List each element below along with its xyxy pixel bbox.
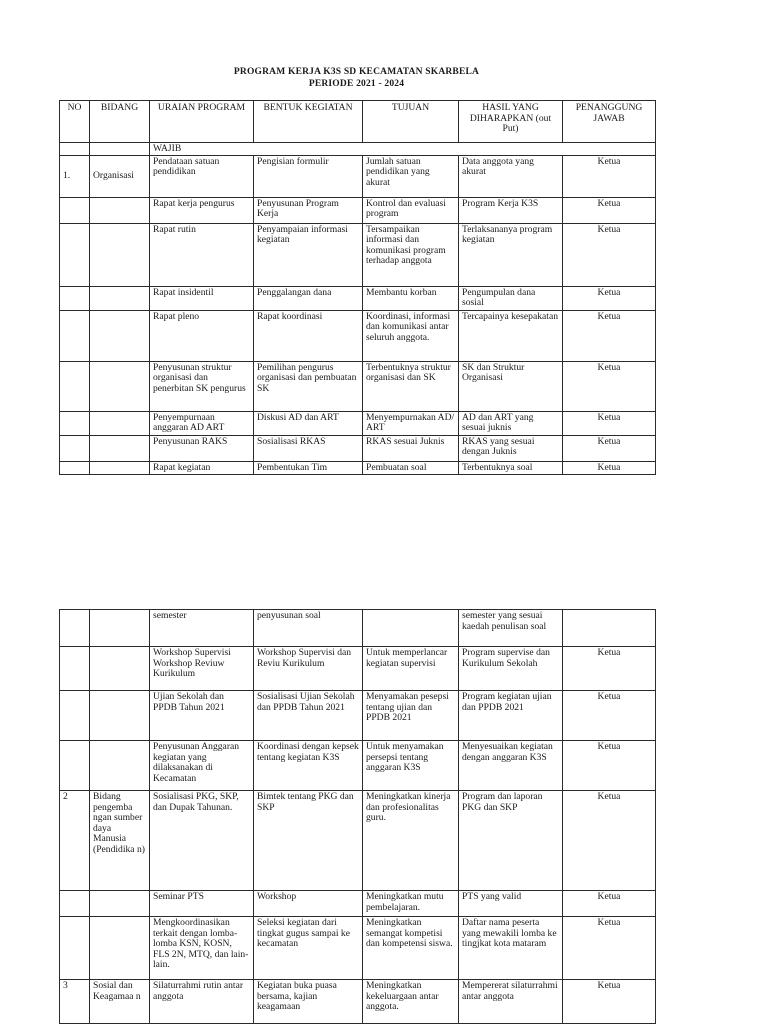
penanggung-jawab-cell: Ketua — [563, 917, 656, 980]
section-row — [60, 143, 656, 156]
bidang-cell — [90, 361, 150, 411]
bidang-cell — [90, 691, 150, 741]
bidang-cell: Bidang pengemba ngan sumber daya Manusia (Pendidika n) — [90, 791, 150, 891]
bentuk-cell: Rapat koordinasi — [254, 310, 363, 361]
bentuk-cell: Diskusi AD dan ART — [254, 411, 363, 435]
penanggung-jawab-cell: Ketua — [563, 197, 656, 223]
bentuk-cell: Seleksi kegiatan dari tingkat gugus sampai ke kecamatan — [254, 917, 363, 980]
hasil-cell: Terlaksananya program kegiatan — [459, 223, 563, 286]
header-uraian: URAIAN PROGRAM — [150, 101, 254, 143]
uraian-cell: Sosialisasi PKG, SKP, dan Dupak Tahunan. — [150, 791, 254, 891]
penanggung-jawab-cell: Ketua — [563, 461, 656, 474]
bidang-cell — [90, 223, 150, 286]
no-cell: 1. — [60, 155, 90, 197]
uraian-cell: Rapat rutin — [150, 223, 254, 286]
table-row — [60, 917, 656, 980]
bentuk-cell: Kegiatan buka puasa bersama, kajian keagamaan — [254, 980, 363, 1024]
tujuan-cell: Meningkatkan semangat kompetisi dan kompetensi siswa. — [363, 917, 459, 980]
bentuk-cell: Bimtek tentang PKG dan SKP — [254, 791, 363, 891]
tujuan-cell: Jumlah satuan pendidikan yang akurat — [363, 155, 459, 197]
uraian-cell: Ujian Sekolah dan PPDB Tahun 2021 — [150, 691, 254, 741]
bidang-cell — [90, 610, 150, 647]
hasil-cell: Terbentuknya soal — [459, 461, 563, 474]
hasil-cell: Mempererat silaturrahmi antar anggota — [459, 980, 563, 1024]
tujuan-cell: Meningkatkan kinerja dan profesionalitas guru. — [363, 791, 459, 891]
bidang-cell: Organisasi — [90, 155, 150, 197]
bentuk-cell: Pengisian formulir — [254, 155, 363, 197]
hasil-cell: Tercapainya kesepakatan — [459, 310, 563, 361]
uraian-cell: Seminar PTS — [150, 891, 254, 917]
uraian-cell: semester — [150, 610, 254, 647]
table-row — [60, 610, 656, 647]
table-row — [60, 197, 656, 223]
no-cell — [60, 647, 90, 691]
penanggung-jawab-cell: Ketua — [563, 435, 656, 461]
header-penanggung-jawab: PENANGGUNG JAWAB — [563, 101, 656, 143]
hasil-cell: Program dan laporan PKG dan SKP — [459, 791, 563, 891]
bidang-cell — [90, 917, 150, 980]
table-row — [60, 980, 656, 1024]
bentuk-cell: Workshop Supervisi dan Reviu Kurikulum — [254, 647, 363, 691]
no-cell — [60, 741, 90, 791]
uraian-cell: Penyempurnaan anggaran AD ART — [150, 411, 254, 435]
table-row — [60, 411, 656, 435]
table-row — [60, 223, 656, 286]
no-cell — [60, 361, 90, 411]
penanggung-jawab-cell: Ketua — [563, 741, 656, 791]
hasil-cell: Program kegiatan ujian dan PPDB 2021 — [459, 691, 563, 741]
bidang-cell — [90, 411, 150, 435]
no-cell — [60, 891, 90, 917]
penanggung-jawab-cell: Ketua — [563, 286, 656, 310]
penanggung-jawab-cell: Ketua — [563, 310, 656, 361]
bentuk-cell: Pembentukan Tim — [254, 461, 363, 474]
table-row — [60, 286, 656, 310]
bidang-cell — [90, 647, 150, 691]
section-label: WAJIB — [150, 143, 656, 156]
no-cell — [60, 691, 90, 741]
header-no: NO — [60, 101, 90, 143]
section-no-cell — [60, 143, 90, 156]
bidang-cell — [90, 461, 150, 474]
no-cell — [60, 286, 90, 310]
table-row — [60, 691, 656, 741]
hasil-cell: Daftar nama peserta yang mewakili lomba ke tingjkat kota mataram — [459, 917, 563, 980]
header-tujuan: TUJUAN — [363, 101, 459, 143]
no-cell: 2 — [60, 791, 90, 891]
bidang-cell — [90, 435, 150, 461]
bentuk-cell: Sosialisasi RKAS — [254, 435, 363, 461]
uraian-cell: Workshop Supervisi Workshop Reviuw Kurikulum — [150, 647, 254, 691]
penanggung-jawab-cell: Ketua — [563, 411, 656, 435]
penanggung-jawab-cell: Ketua — [563, 891, 656, 917]
bidang-cell — [90, 286, 150, 310]
uraian-cell: Pendataan satuan pendidikan — [150, 155, 254, 197]
bentuk-cell: Penyusunan Program Kerja — [254, 197, 363, 223]
no-cell — [60, 435, 90, 461]
bentuk-cell: Penggalangan dana — [254, 286, 363, 310]
no-cell: 3 — [60, 980, 90, 1024]
tujuan-cell: Kontrol dan evaluasi program — [363, 197, 459, 223]
hasil-cell: Data anggota yang akurat — [459, 155, 563, 197]
tujuan-cell: Koordinasi, informasi dan komunikasi antar seluruh anggota. — [363, 310, 459, 361]
uraian-cell: Rapat kegiatan — [150, 461, 254, 474]
tujuan-cell: Menyamakan pesepsi tentang ujian dan PPDB 2021 — [363, 691, 459, 741]
penanggung-jawab-cell: Ketua — [563, 980, 656, 1024]
uraian-cell: Penyusunan RAKS — [150, 435, 254, 461]
table-row — [60, 891, 656, 917]
no-cell — [60, 411, 90, 435]
header-row — [60, 101, 656, 143]
bidang-cell — [90, 197, 150, 223]
tujuan-cell: Meningkatkan kekeluargaan antar anggota. — [363, 980, 459, 1024]
no-cell — [60, 461, 90, 474]
section-bidang-cell — [90, 143, 150, 156]
program-table-part-1 — [59, 100, 656, 475]
penanggung-jawab-cell: Ketua — [563, 791, 656, 891]
bentuk-cell: Koordinasi dengan kepsek tentang kegiatan K3S — [254, 741, 363, 791]
hasil-cell: Menyesuaikan kegiatan dengan anggaran K3S — [459, 741, 563, 791]
uraian-cell: Rapat kerja pengurus — [150, 197, 254, 223]
table-row — [60, 310, 656, 361]
no-cell — [60, 310, 90, 361]
hasil-cell: PTS yang valid — [459, 891, 563, 917]
table-row — [60, 155, 656, 197]
uraian-cell: Silaturrahmi rutin antar anggota — [150, 980, 254, 1024]
penanggung-jawab-cell: Ketua — [563, 647, 656, 691]
no-cell — [60, 610, 90, 647]
tujuan-cell: Meningkatkan mutu pembelajaran. — [363, 891, 459, 917]
uraian-cell: Penyusunan struktur organisasi dan penerbitan SK pengurus — [150, 361, 254, 411]
bentuk-cell: Pemilihan pengurus organisasi dan pembuatan SK — [254, 361, 363, 411]
table-row — [60, 741, 656, 791]
hasil-cell: Program Kerja K3S — [459, 197, 563, 223]
bidang-cell — [90, 891, 150, 917]
hasil-cell: AD dan ART yang sesuai juknis — [459, 411, 563, 435]
hasil-cell: Program supervise dan Kurikulum Sekolah — [459, 647, 563, 691]
uraian-cell: Rapat insidentil — [150, 286, 254, 310]
no-cell — [60, 223, 90, 286]
tujuan-cell: Menyempurnakan AD/ ART — [363, 411, 459, 435]
hasil-cell: semester yang sesuai kaedah penulisan soal — [459, 610, 563, 647]
hasil-cell: Pengumpulan dana sosial — [459, 286, 563, 310]
bidang-cell — [90, 741, 150, 791]
header-bentuk: BENTUK KEGIATAN — [254, 101, 363, 143]
bentuk-cell: Workshop — [254, 891, 363, 917]
uraian-cell: Rapat pleno — [150, 310, 254, 361]
tujuan-cell: Membantu korban — [363, 286, 459, 310]
tujuan-cell — [363, 610, 459, 647]
tujuan-cell: Untuk menyamakan persepsi tentang anggaran K3S — [363, 741, 459, 791]
bidang-cell — [90, 310, 150, 361]
program-table-part-2 — [59, 609, 656, 1024]
bentuk-cell: Penyampaian informasi kegiatan — [254, 223, 363, 286]
table-row — [60, 435, 656, 461]
hasil-cell: RKAS yang sesuai dengan Juknis — [459, 435, 563, 461]
uraian-cell: Penyusunan Anggaran kegiatan yang dilaksanakan di Kecamatan — [150, 741, 254, 791]
tujuan-cell: Pembuatan soal — [363, 461, 459, 474]
table-row — [60, 461, 656, 474]
penanggung-jawab-cell: Ketua — [563, 223, 656, 286]
table-row — [60, 361, 656, 411]
tujuan-cell: RKAS sesuai Juknis — [363, 435, 459, 461]
no-cell — [60, 197, 90, 223]
penanggung-jawab-cell: Ketua — [563, 361, 656, 411]
uraian-cell: Mengkoordinasikan terkait dengan lomba-lomba KSN, KOSN, FLS 2N, MTQ, dan lain-lain. — [150, 917, 254, 980]
penanggung-jawab-cell: Ketua — [563, 155, 656, 197]
bidang-cell: Sosial dan Keagamaa n — [90, 980, 150, 1024]
bentuk-cell: Sosialisasi Ujian Sekolah dan PPDB Tahun 2021 — [254, 691, 363, 741]
bentuk-cell: penyusunan soal — [254, 610, 363, 647]
header-hasil: HASIL YANG DIHARAPKAN (out Put) — [459, 101, 563, 143]
table-row — [60, 791, 656, 891]
no-cell — [60, 917, 90, 980]
tujuan-cell: Terbentuknya struktur organisasi dan SK — [363, 361, 459, 411]
document-period: PERIODE 2021 - 2024 — [308, 79, 405, 89]
tujuan-cell: Tersampaikan informasi dan komunikasi program terhadap anggota — [363, 223, 459, 286]
hasil-cell: SK dan Struktur Organisasi — [459, 361, 563, 411]
header-bidang: BIDANG — [90, 101, 150, 143]
penanggung-jawab-cell: Ketua — [563, 691, 656, 741]
tujuan-cell: Untuk memperlancar kegiatan supervisi — [363, 647, 459, 691]
table-row — [60, 647, 656, 691]
document-title: PROGRAM KERJA K3S SD KECAMATAN SKARBELA — [233, 67, 480, 77]
penanggung-jawab-cell — [563, 610, 656, 647]
